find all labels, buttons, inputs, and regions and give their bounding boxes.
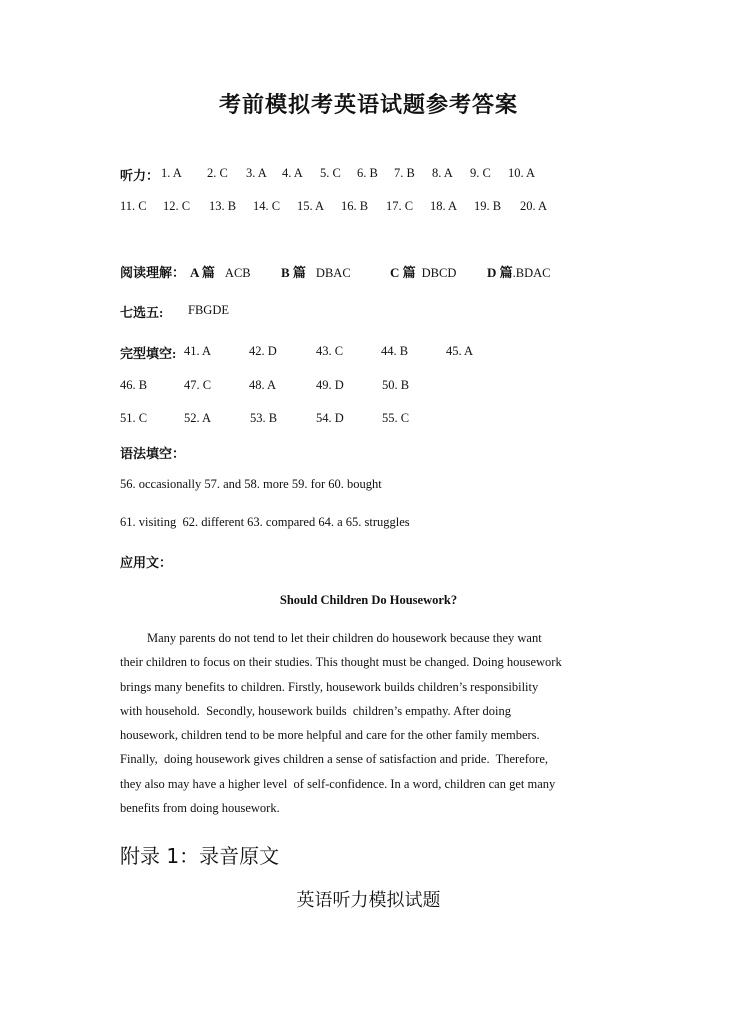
essay-line: Many parents do not tend to let their children do housework because they want [147,631,542,645]
answer-item: 20. A [520,199,548,213]
answer-item: 55. C [382,411,410,425]
answer-item: 1. A [161,166,182,180]
answer-item: 7. B [394,166,415,180]
answer-item: 10. A [508,166,536,180]
reading-part-answer: .BDAC [512,266,551,280]
cloze-label: 完型填空: [120,346,177,361]
answer-item: 19. B [474,199,502,213]
appendix-heading: 附录 1：录音原文 [120,844,280,868]
answer-item: 6. B [357,166,378,180]
essay-line: with household. Secondly, housework builds children’s empathy. After doing [120,703,512,718]
answer-item: 41. A [184,344,212,358]
answer-item: 13. B [209,199,237,213]
answer-item: 8. A [432,166,453,180]
essay-line: their children to focus on their studies. This thought must be changed. Doing housework [120,655,562,670]
answer-item: 48. A [249,378,277,392]
answer-item: 4. A [282,166,303,180]
reading-part-b [281,262,351,282]
page-title: 考前模拟考英语试题参考答案 [218,92,518,117]
reading-label: 阅读理解： [120,265,186,280]
essay-line: housework, children tend to be more helpful and care for the other family members. [120,728,540,743]
answer-item: 18. A [430,199,458,213]
answer-item: 51. C [120,411,148,425]
answer-item: 54. D [316,411,344,425]
answer-item: 50. B [382,378,410,392]
essay-line: brings many benefits to children. Firstly, housework builds children’s responsibility [120,679,539,694]
answer-item: 12. C [163,199,191,213]
essay-body [120,626,620,820]
answer-item: 15. A [297,199,325,213]
answer-item: 44. B [381,344,409,358]
answer-item: 2. C [207,166,228,180]
answer-item: 53. B [250,411,278,425]
reading-part-name: C 篇 [390,265,416,280]
essay-line: Finally, doing housework gives children a sense of satisfaction and pride. Therefore, [120,752,549,767]
reading-part-d [487,262,551,282]
reading-part-name: B 篇 [281,265,306,280]
grammar-label: 语法填空： [120,446,186,461]
answer-item: 52. A [184,411,212,425]
listening-label: 听力： [120,168,160,183]
reading-part-c [390,262,456,282]
answer-item: 5. C [320,166,341,180]
answer-item: 16. B [341,199,369,213]
answer-item: 14. C [253,199,281,213]
reading-part-answer: DBCD [421,266,457,280]
answer-item: 43. C [316,344,344,358]
reading-part-name: D 篇 [487,265,513,280]
reading-part-answer: DBAC [315,266,351,280]
answer-item: 42. D [249,344,277,358]
seven-choose-five-answer: FBGDE [188,303,229,317]
writing-label: 应用文： [120,555,173,570]
reading-part-a [190,262,251,282]
essay-line: they also may have a higher level of self-confidence. In a word, children can get many [120,776,556,791]
essay-line: benefits from doing housework. [120,801,280,816]
answer-item: 9. C [470,166,491,180]
reading-part-answer: ACB [224,266,251,280]
essay-title: Should Children Do Housework? [279,593,458,607]
answer-item: 3. A [246,166,267,180]
seven-choose-five-label: 七选五: [120,305,164,320]
grammar-answers-line-2: 61. visiting 62. different 63. compared 64. a 65. struggles [120,515,410,529]
answer-item: 45. A [446,344,474,358]
answer-item: 11. C [120,199,147,213]
answer-item: 49. D [316,378,344,392]
answer-item: 46. B [120,378,148,392]
reading-part-name: A 篇 [190,265,215,280]
appendix-subheading: 英语听力模拟试题 [296,890,441,911]
answer-item: 17. C [386,199,414,213]
answer-item: 47. C [184,378,212,392]
grammar-answers-line-1: 56. occasionally 57. and 58. more 59. for 60. bought [120,477,382,491]
